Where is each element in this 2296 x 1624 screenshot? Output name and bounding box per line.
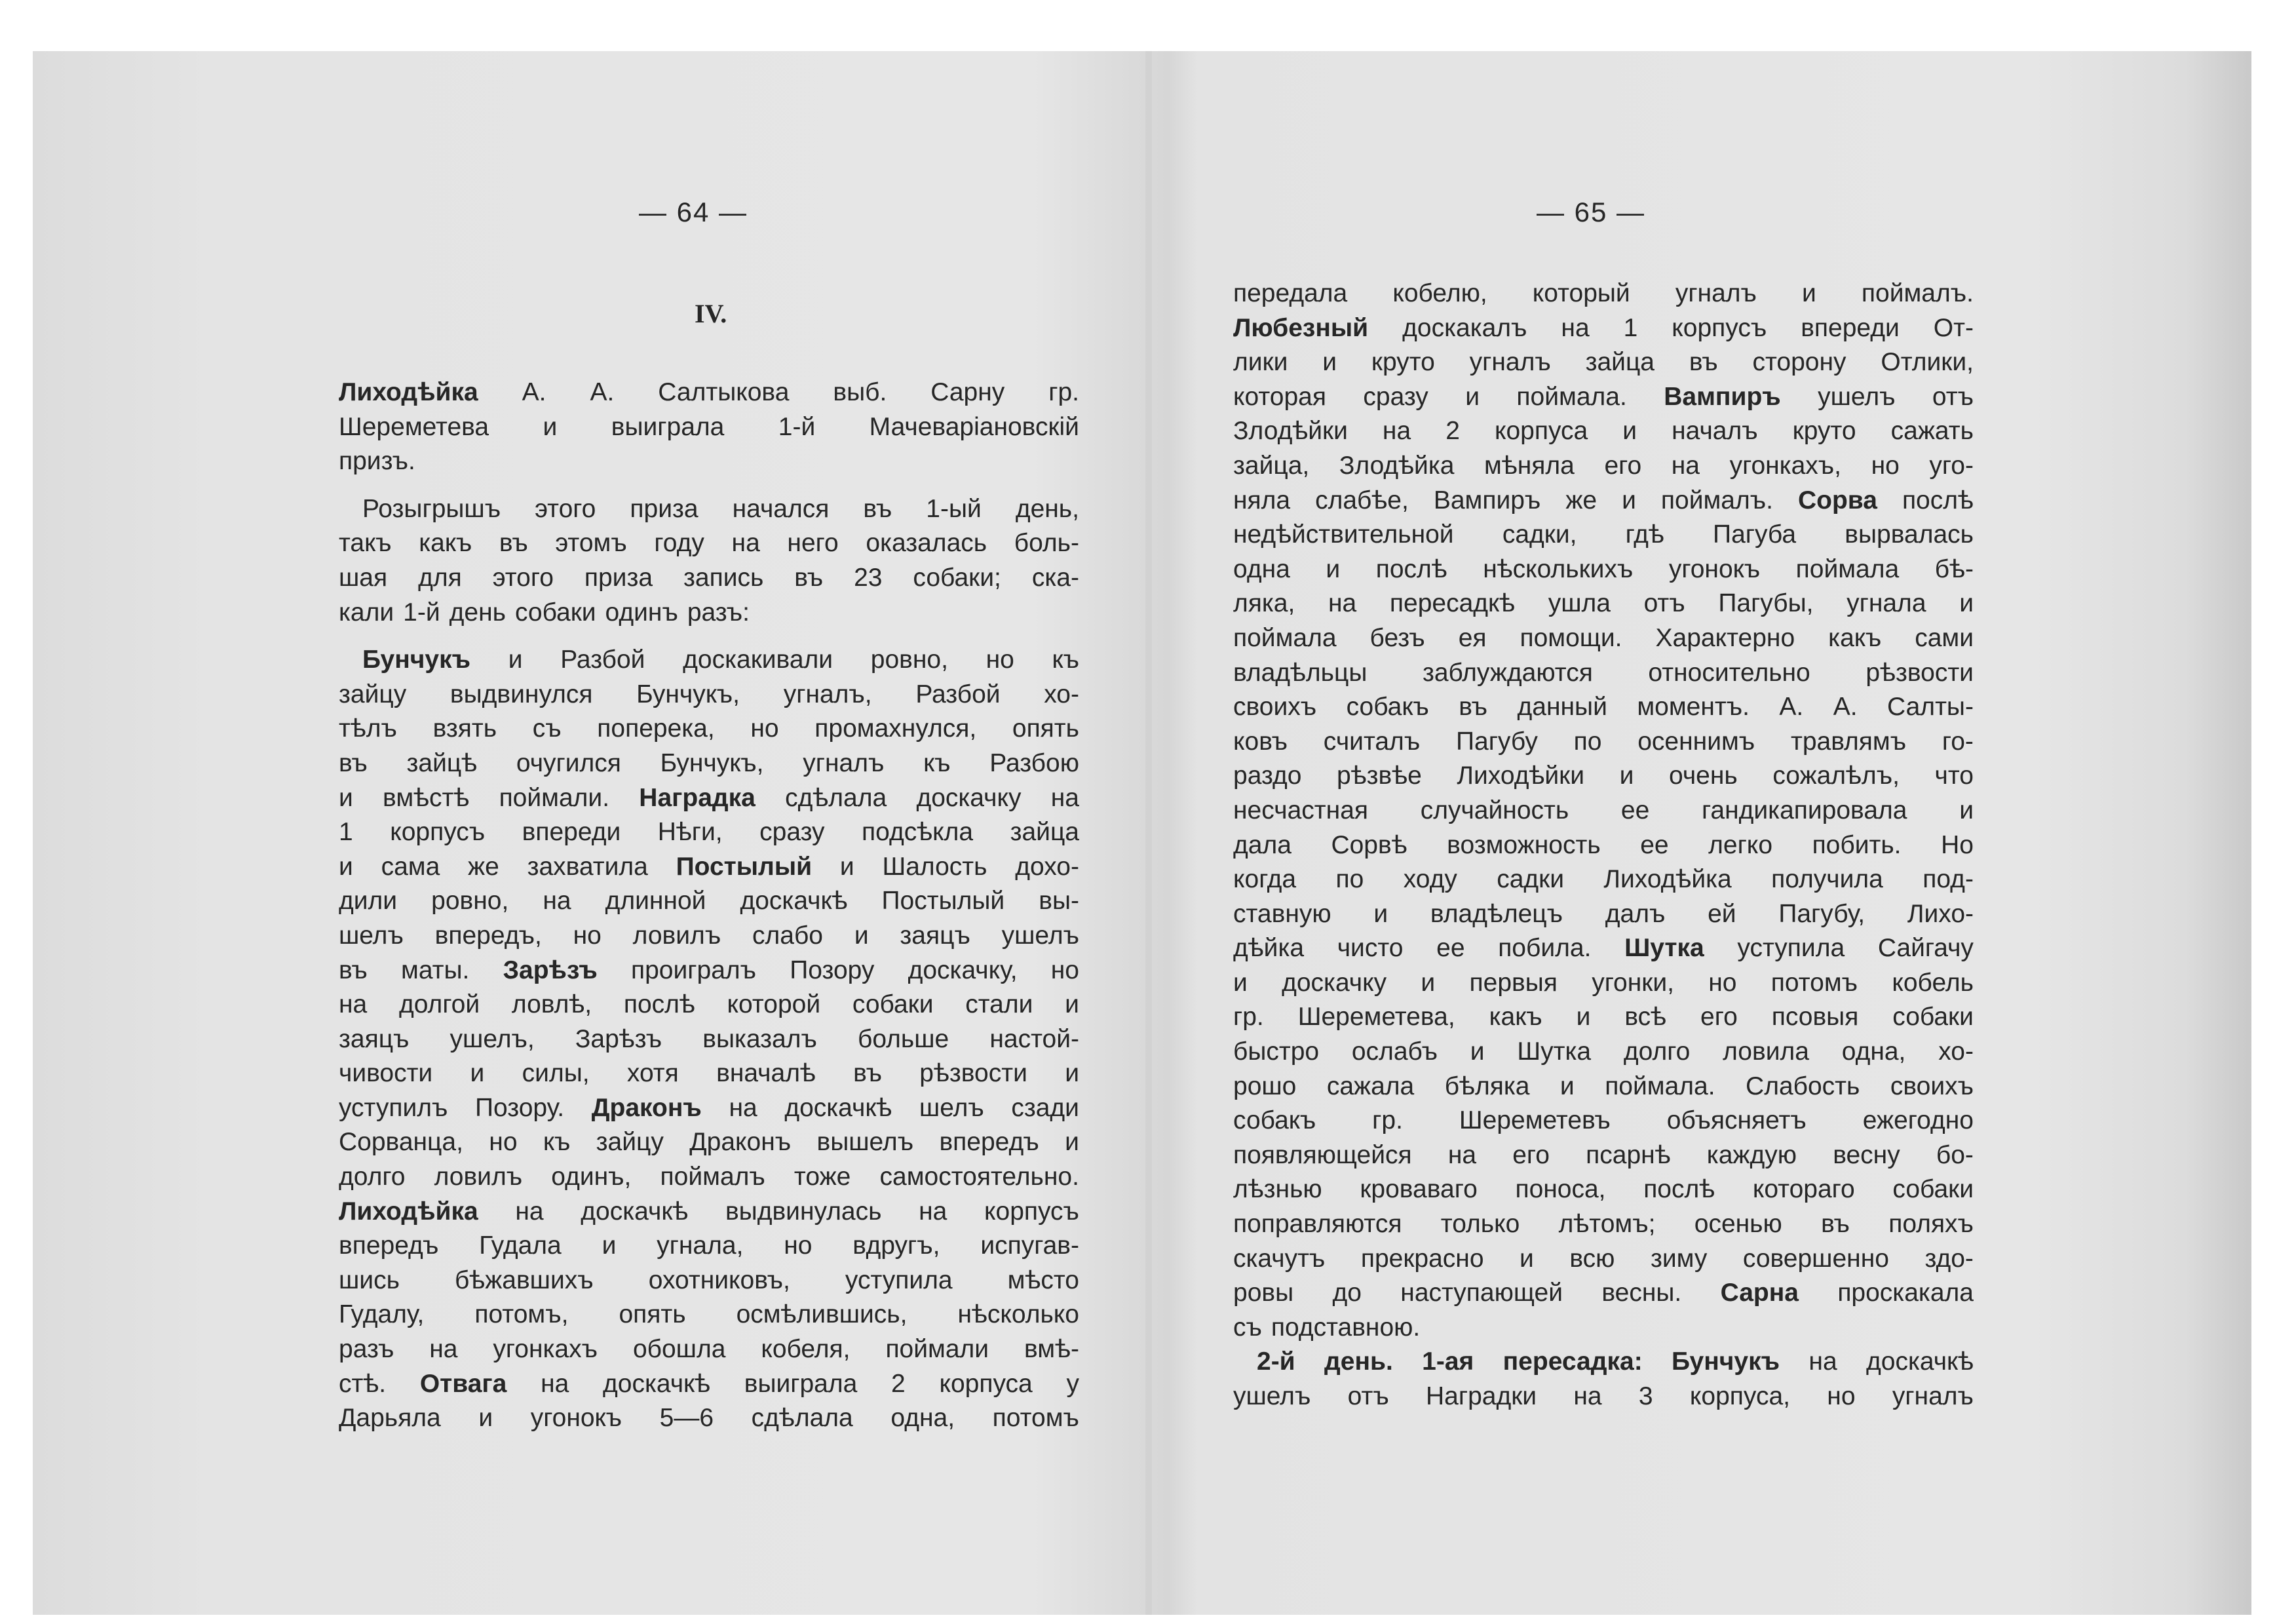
text-line: несчастная случайность ее гандикапировала и <box>1233 796 1974 824</box>
text-line: появляющейся на его псарнѣ каждую весну бо- <box>1233 1140 1974 1169</box>
text-line: которая сразу и поймала. Вампиръ ушелъ отъ <box>1233 382 1974 411</box>
text-line: долго ловилъ одинъ, поймалъ тоже самостоятельно. <box>339 1163 1079 1191</box>
text-line: ставную и владѣлецъ далъ ей Пагубу, Лихо- <box>1233 899 1974 928</box>
text-line: уступилъ Позору. Драконъ на доскачкѣ шелъ сзади <box>339 1093 1079 1122</box>
text-line: чивости и силы, хотя вначалѣ въ рѣзвости и <box>339 1059 1079 1088</box>
text-line: шая для этого приза запись въ 23 собаки; ска- <box>339 563 1079 592</box>
text-line: скачутъ прекрасно и всю зиму совершенно здо- <box>1233 1244 1974 1273</box>
text-line: призъ. <box>339 447 415 476</box>
text-line: и доскачку и первыя угонки, но потомъ кобель <box>1233 968 1974 997</box>
left-page-number: — 64 — <box>639 197 748 227</box>
text-line: недѣйствительной садки, гдѣ Пагуба вырвалась <box>1233 520 1974 549</box>
text-line: 1 корпусъ впереди Нѣги, сразу подсѣкла зайца <box>339 818 1079 847</box>
text-line: раздо рѣзвѣе Лиходѣйки и очень сожалѣлъ, что <box>1233 762 1974 790</box>
text-line: Любезный доскакалъ на 1 корпусъ впереди От- <box>1233 313 1974 342</box>
text-line: собакъ гр. Шереметевъ объясняетъ ежегодно <box>1233 1106 1974 1135</box>
text-line: Шереметева и выиграла 1-й Мачеварiановскiй <box>339 412 1079 441</box>
text-line: Гудалу, потомъ, опять осмѣлившись, нѣсколько <box>339 1300 1079 1329</box>
text-line: дѣйка чисто ее побила. Шутка уступила Сайгачу <box>1233 934 1974 963</box>
right-page-text <box>1233 277 1974 1414</box>
text-line: лѣзнью кроваваго поноса, послѣ котораго собаки <box>1233 1175 1974 1204</box>
text-line: Розыгрышъ этого приза начался въ 1-ый день, <box>362 494 1079 523</box>
text-line: Злодѣйки на 2 корпуса и началъ круто сажать <box>1233 417 1974 446</box>
text-line: въ зайцѣ очугился Бунчукъ, угналъ къ Разбою <box>339 748 1079 777</box>
text-line: Лиходѣйка на доскачкѣ выдвинулась на корпусъ <box>339 1197 1079 1226</box>
text-line: тѣлъ взять съ поперека, но промахнулся, опять <box>339 714 1079 743</box>
text-line: гр. Шереметева, какъ и всѣ его псовыя собаки <box>1233 1003 1974 1032</box>
text-line: съ подставною. <box>1233 1313 1421 1342</box>
text-line: рошо сажала бѣляка и поймала. Слабость своихъ <box>1233 1072 1974 1100</box>
text-line: няла слабѣе, Вампиръ же и поймалъ. Сорва послѣ <box>1233 486 1974 514</box>
text-line: и вмѣстѣ поймали. Наградка сдѣлала доскачку на <box>339 783 1079 812</box>
text-line: когда по ходу садки Лиходѣйка получила под- <box>1233 865 1974 894</box>
text-line: шись бѣжавшихъ охотниковъ, уступила мѣсто <box>339 1266 1079 1294</box>
text-line: Сорванца, но къ зайцу Драконъ вышелъ впередъ и <box>339 1128 1079 1157</box>
text-line: Дарьяла и угонокъ 5—6 сдѣлала одна, потомъ <box>339 1404 1079 1433</box>
text-line: кали 1-й день собаки одинъ разъ: <box>339 598 750 627</box>
text-line: Лиходѣйка А. А. Салтыкова выб. Сарну гр. <box>339 378 1079 406</box>
text-line: поправляются только лѣтомъ; осенью въ поляхъ <box>1233 1210 1974 1239</box>
text-line: владѣльцы заблуждаются относительно рѣзвости <box>1233 658 1974 687</box>
text-line: впередъ Гудала и угнала, но вдругъ, испугав- <box>339 1231 1079 1260</box>
text-line: Бунчукъ и Разбой доскакивали ровно, но къ <box>362 646 1079 674</box>
text-line: въ маты. Зарѣзъ проигралъ Позору доскачку, но <box>339 956 1079 984</box>
text-line: одна и послѣ нѣсколькихъ угонокъ поймала бѣ- <box>1233 554 1974 583</box>
text-line: разъ на угонкахъ обошла кобеля, поймали вмѣ- <box>339 1335 1079 1364</box>
text-line: быстро ослабъ и Шутка долго ловила одна, хо- <box>1233 1037 1974 1066</box>
text-line: ляка, на пересадкѣ ушла отъ Пагубы, угнала и <box>1233 589 1974 618</box>
text-line: дала Сорвѣ возможность ее легко побить. Но <box>1233 830 1974 859</box>
text-line: зайцу выдвинулся Бунчукъ, угналъ, Разбой хо- <box>339 680 1079 708</box>
text-line: поймала безъ ея помощи. Характерно какъ сами <box>1233 623 1974 652</box>
text-line: передала кобелю, который угналъ и поймалъ. <box>1233 279 1974 307</box>
text-line: шелъ впередъ, но ловилъ слабо и заяцъ ушелъ <box>339 921 1079 950</box>
text-line: и сама же захватила Постылый и Шалость дохо- <box>339 852 1079 881</box>
text-line: на долгой ловлѣ, послѣ которой собаки стали и <box>339 990 1079 1019</box>
text-line: ковъ считалъ Пагубу по осеннимъ травлямъ го- <box>1233 727 1974 756</box>
text-line: ушелъ отъ Наградки на 3 корпуса, но угналъ <box>1233 1382 1974 1410</box>
chapter-heading: IV. <box>695 299 727 328</box>
text-line: 2-й день. 1-ая пересадка: Бунчукъ на доскачкѣ <box>1257 1347 1974 1376</box>
book-gutter <box>1145 51 1152 1615</box>
text-line: ровы до наступающей весны. Сарна проскакала <box>1233 1279 1974 1307</box>
text-line: заяцъ ушелъ, Зарѣзъ выказалъ больше настой- <box>339 1024 1079 1053</box>
text-line: стѣ. Отвага на доскачкѣ выиграла 2 корпуса у <box>339 1369 1079 1398</box>
text-line: лики и круто угналъ зайца въ сторону Отлики, <box>1233 348 1974 377</box>
right-page-number: — 65 — <box>1537 197 1646 227</box>
text-line: своихъ собакъ въ данный моментъ. А. А. Салты- <box>1233 693 1974 722</box>
text-line: такъ какъ въ этомъ году на него оказалась боль- <box>339 529 1079 558</box>
text-line: зайца, Злодѣйка мѣняла его на угонкахъ, но уго- <box>1233 451 1974 480</box>
text-line: дили ровно, на длинной доскачкѣ Постылый вы- <box>339 887 1079 916</box>
left-page-text <box>339 376 1079 1436</box>
